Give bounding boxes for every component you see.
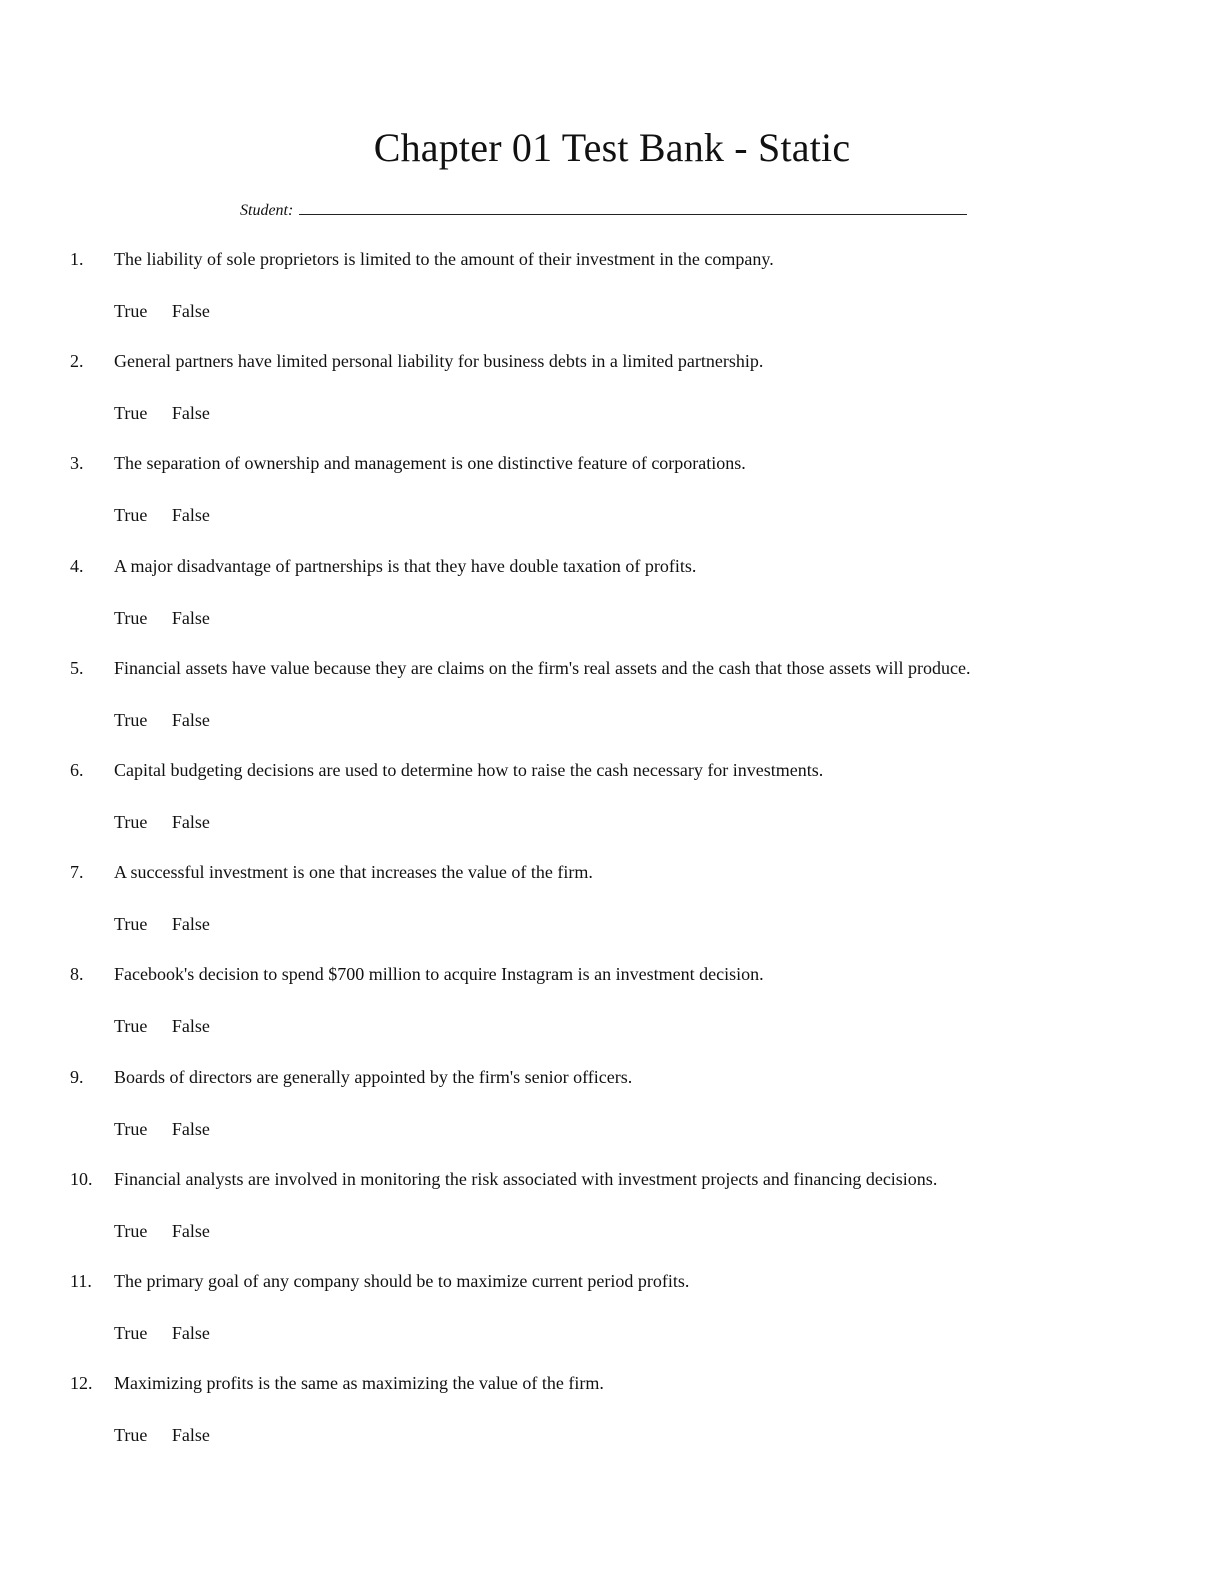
true-option[interactable]: True — [114, 1322, 148, 1343]
false-option[interactable]: False — [171, 301, 210, 321]
false-option[interactable]: False — [171, 505, 210, 526]
question-text: Financial assets have value because they are claims on the firm's real assets and the cash that those assets will produce. — [114, 657, 971, 678]
question-text: Capital budgeting decisions are used to determine how to raise the cash necessary for investments. — [114, 759, 824, 780]
false-option[interactable]: False — [171, 1425, 210, 1446]
question-3 — [0, 450, 1224, 552]
question-text: The liability of sole proprietors is limited to the amount of their investment in the company. — [114, 249, 774, 269]
question-9 — [0, 1064, 1224, 1166]
answer-options — [114, 1013, 210, 1039]
true-option[interactable]: True — [114, 301, 148, 321]
question-6 — [0, 757, 1224, 859]
question-2 — [0, 348, 1224, 450]
question-8 — [0, 961, 1224, 1063]
question-list — [0, 246, 1224, 1472]
answer-options — [114, 1422, 210, 1448]
false-option[interactable]: False — [171, 1322, 210, 1343]
question-text: The primary goal of any company should be to maximize current period profits. — [114, 1270, 690, 1291]
answer-options — [114, 400, 210, 426]
true-option[interactable]: True — [114, 811, 148, 832]
question-text: A successful investment is one that increases the value of the firm. — [114, 862, 593, 883]
false-option[interactable]: False — [171, 1016, 210, 1037]
question-12 — [0, 1370, 1224, 1472]
question-10 — [0, 1166, 1224, 1268]
question-11 — [0, 1268, 1224, 1370]
question-text: Maximizing profits is the same as maximizing the value of the firm. — [114, 1373, 604, 1394]
false-option[interactable]: False — [171, 709, 210, 730]
answer-options — [114, 298, 210, 324]
question-4 — [0, 553, 1224, 655]
question-text: Boards of directors are generally appointed by the firm's senior officers. — [114, 1066, 633, 1087]
answer-options — [114, 1320, 210, 1346]
question-number: 5. — [70, 657, 84, 678]
answer-options — [114, 1218, 210, 1244]
true-option[interactable]: True — [114, 403, 148, 424]
false-option[interactable]: False — [171, 607, 210, 628]
question-5 — [0, 655, 1224, 757]
question-text: Financial analysts are involved in monitoring the risk associated with investment projects and financing decisions. — [114, 1168, 938, 1189]
question-7 — [0, 859, 1224, 961]
question-text: General partners have limited personal liability for business debts in a limited partnership. — [114, 351, 764, 372]
false-option[interactable]: False — [171, 914, 210, 935]
question-text: A major disadvantage of partnerships is that they have double taxation of profits. — [114, 555, 697, 576]
true-option[interactable]: True — [114, 914, 148, 935]
true-option[interactable]: True — [114, 1220, 148, 1241]
student-name-line — [240, 200, 980, 222]
true-option[interactable]: True — [114, 505, 148, 526]
false-option[interactable]: False — [171, 1118, 210, 1139]
question-number: 6. — [70, 759, 84, 780]
answer-options — [114, 605, 210, 631]
answer-options — [114, 707, 210, 733]
question-text: Facebook's decision to spend $700 million to acquire Instagram is an investment decision. — [114, 964, 764, 985]
answer-options — [114, 809, 210, 835]
true-option[interactable]: True — [114, 607, 148, 628]
question-number: 9. — [70, 1066, 84, 1087]
true-option[interactable]: True — [114, 1016, 148, 1037]
question-number: 11. — [70, 1270, 92, 1291]
answer-options — [114, 911, 210, 937]
question-number: 1. — [70, 249, 84, 269]
question-number: 7. — [70, 862, 84, 883]
true-option[interactable]: True — [114, 1118, 148, 1139]
student-name-blank[interactable] — [299, 200, 967, 215]
question-text: The separation of ownership and management is one distinctive feature of corporations. — [114, 453, 746, 474]
question-number: 4. — [70, 555, 84, 576]
question-number: 8. — [70, 964, 84, 985]
question-number: 2. — [70, 351, 84, 372]
true-option[interactable]: True — [114, 709, 148, 730]
student-label: Student: — [240, 202, 294, 219]
page-title: Chapter 01 Test Bank - Static — [373, 125, 851, 170]
false-option[interactable]: False — [171, 811, 210, 832]
false-option[interactable]: False — [171, 1220, 210, 1241]
false-option[interactable]: False — [171, 403, 210, 424]
true-option[interactable]: True — [114, 1425, 148, 1446]
question-1 — [0, 246, 1224, 348]
answer-options — [114, 1116, 210, 1142]
answer-options — [114, 502, 210, 528]
question-number: 12. — [70, 1373, 93, 1394]
question-number: 10. — [70, 1168, 93, 1189]
question-number: 3. — [70, 453, 84, 474]
